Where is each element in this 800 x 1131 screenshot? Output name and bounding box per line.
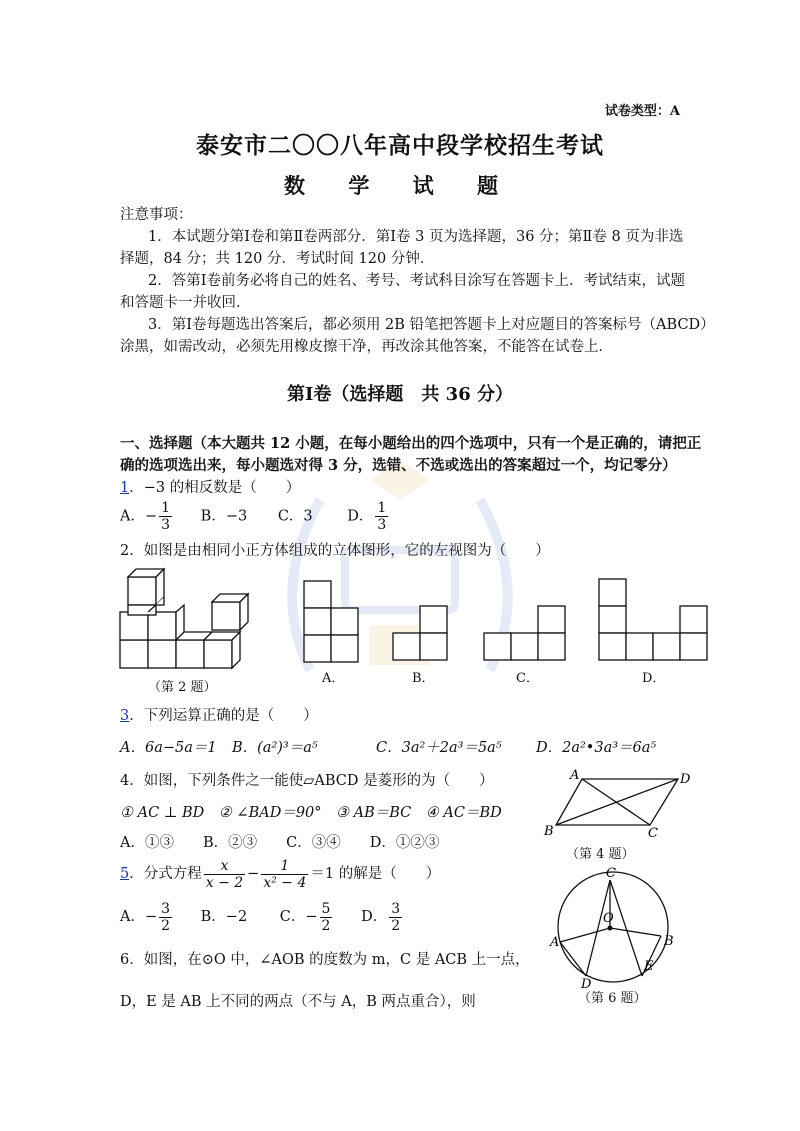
section-instructions-a: 一、选择题（本大题共 12 小题，在每小题给出的四个选项中，只有一个是正确的，请把正	[120, 435, 702, 452]
question-3-text: ．下列运算正确的是（ ）	[129, 708, 318, 724]
question-1-text: ．−3 的相反数是（ ）	[129, 480, 301, 496]
q1-option-a-fraction	[159, 500, 172, 533]
note-3a: 3．第Ⅰ卷每题选出答案后，都必须用 2B 铅笔把答题卡上对应题目的答案标号（ABCD）	[148, 317, 715, 333]
q2-option-b-label: B．	[412, 671, 435, 686]
q4-point-a: A	[570, 768, 580, 783]
question-1-options	[120, 500, 390, 540]
question-3-stem	[120, 706, 318, 727]
q3-option-b: B．(a²)³＝a⁵	[232, 740, 318, 756]
note-2b: 和答题卡一并收回．	[120, 295, 251, 311]
q5-option-d-fraction	[389, 901, 402, 934]
q5-fraction-1	[204, 858, 245, 891]
q5-stem-post: ＝1 的解是（ ）	[310, 866, 441, 882]
question-2-stem: 2．如图是由相同小正方体组成的立体图形，它的左视图为（ ）	[120, 543, 550, 559]
q1-option-a-label: A．	[120, 508, 145, 525]
q3-option-c: C．3a²＋2a³＝5a⁵	[376, 740, 502, 756]
q1-a-numerator: 1	[161, 500, 171, 516]
q5-a-numerator: 3	[161, 900, 171, 917]
q1-option-d-label: D．	[347, 508, 374, 525]
q4-parallelogram-figure	[538, 765, 691, 841]
q2-option-b-view	[392, 605, 452, 665]
q5-f1-numerator: x	[204, 858, 245, 875]
section-title: 第Ⅰ卷（选择题 共 36 分）	[286, 384, 513, 405]
q6-point-a: A	[550, 935, 560, 950]
q6-point-d: D	[581, 977, 592, 992]
q1-option-a-sign: −	[144, 508, 158, 525]
page-subtitle: 数 学 试 题	[284, 173, 516, 198]
q4-point-c: C	[648, 826, 658, 841]
note-1b: 择题，84 分；共 120 分．考试时间 120 分钟．	[120, 251, 435, 267]
q4-point-d: D	[680, 772, 691, 787]
question-5-number[interactable]: 5	[120, 866, 130, 882]
question-6-line-1: 6．如图，在⊙O 中，∠AOB 的度数为 m，C 是 ACB 上一点，	[120, 952, 530, 968]
q5-minus: −	[247, 866, 260, 882]
q2-option-d-view	[598, 578, 710, 666]
q5-f1-denominator: x − 2	[205, 874, 244, 891]
q4-options: A．①③ B．②③ C．③④ D．①②③	[120, 835, 440, 851]
page-title: 泰安市二〇〇八年高中段学校招生考试	[196, 132, 604, 159]
q5-option-b: B．−2	[200, 909, 248, 925]
q6-circle-figure	[548, 862, 678, 992]
q2-option-c-view	[483, 605, 569, 665]
q6-caption: （第 6 题）	[578, 991, 647, 1006]
q5-f2-numerator: 1	[261, 858, 308, 875]
q1-a-denominator: 3	[161, 517, 171, 533]
section-instructions-b: 确的选项选出来，每小题选对得 3 分，选错、不选或选出的答案超过一个，均记零分）	[120, 457, 677, 474]
q2-option-c-label: C．	[516, 671, 539, 686]
q3-option-a: A．6a−5a＝1	[120, 740, 217, 756]
q2-option-a-view	[303, 580, 363, 666]
q5-f2-denominator: x² − 4	[263, 874, 307, 891]
q4-conditions: ① AC ⊥ BD ② ∠BAD＝90° ③ AB＝BC ④ AC＝BD	[120, 805, 502, 821]
q3-option-d: D．2a²•3a³＝6a⁵	[536, 740, 657, 756]
q5-option-a-fraction	[159, 901, 172, 934]
q5-option-c-label: C．−	[279, 909, 318, 925]
q5-fraction-2	[261, 858, 308, 891]
q1-d-denominator: 3	[377, 517, 387, 533]
q5-c-numerator: 5	[321, 900, 331, 917]
q2-caption: （第 2 题）	[148, 680, 217, 695]
question-1-stem	[120, 478, 300, 499]
question-1-number[interactable]: 1	[120, 480, 130, 496]
question-5-options	[120, 897, 404, 937]
q1-option-b: B．−3	[200, 508, 248, 525]
note-1a: 1．本试题分第Ⅰ卷和第Ⅱ卷两部分．第Ⅰ卷 3 页为选择题，36 分；第Ⅱ卷 8 页为非选	[148, 229, 684, 245]
q2-option-a-label: A．	[322, 671, 345, 686]
question-3-number[interactable]: 3	[120, 708, 130, 724]
q5-stem-pre: ．分式方程	[129, 866, 202, 882]
note-2a: 2．答第Ⅰ卷前务必将自己的姓名、考号、考试科目涂写在答题卡上．考试结束，试题	[148, 273, 685, 289]
q6-point-o: O	[603, 911, 614, 926]
q1-option-c: C．3	[277, 508, 313, 525]
q5-a-denominator: 2	[161, 917, 171, 934]
question-4-stem: 4．如图，下列条件之一能使▱ABCD 是菱形的为（ ）	[120, 773, 494, 789]
q6-point-b: B	[664, 934, 674, 949]
q5-option-d-label: D．	[361, 909, 388, 925]
q2-option-d-label: D．	[642, 671, 666, 686]
q6-point-c: C	[606, 866, 616, 881]
q4-caption: （第 4 题）	[566, 847, 635, 862]
q5-option-c-fraction	[320, 901, 333, 934]
q1-option-d-fraction	[375, 500, 388, 533]
q4-point-b: B	[544, 824, 554, 839]
q5-d-numerator: 3	[391, 900, 401, 917]
question-5-stem	[120, 854, 440, 894]
exam-type: 试卷类型：A	[604, 104, 680, 119]
q2-solid-figure	[118, 565, 253, 670]
notes-heading: 注意事项：	[120, 207, 193, 223]
q5-d-denominator: 2	[391, 917, 401, 934]
question-6-line-2: D，E 是 AB 上不同的两点（不与 A，B 两点重合），则	[120, 994, 476, 1010]
q6-point-e: E	[644, 959, 654, 974]
q5-c-denominator: 2	[321, 917, 331, 934]
q5-option-a-label: A．−	[120, 909, 158, 925]
q1-d-numerator: 1	[377, 500, 387, 516]
note-3b: 涂黑，如需改动，必须先用橡皮擦干净，再改涂其他答案，不能答在试卷上．	[120, 339, 613, 355]
